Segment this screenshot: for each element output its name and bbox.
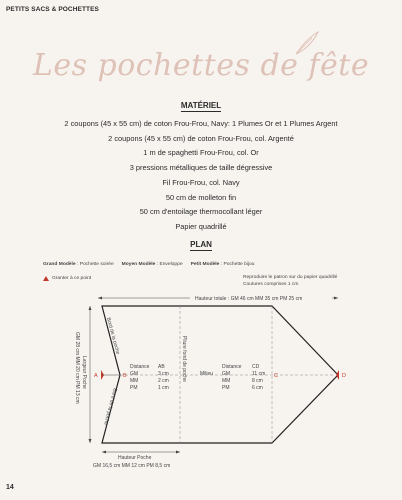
svg-text:MM: MM	[222, 378, 231, 384]
svg-text:2 cm: 2 cm	[158, 378, 169, 384]
svg-text:11 cm: 11 cm	[252, 371, 266, 377]
edge-label-top: Bord de la poche	[105, 316, 121, 356]
svg-text:PM: PM	[222, 385, 230, 391]
pocket-height-label: Hauteur Poche	[118, 455, 152, 461]
pocket-height-values: GM 16,5 cm MM 12 cm PM 8,5 cm	[93, 463, 171, 469]
legend-item: Grand Modèle : Pochette soirée	[43, 262, 114, 267]
point-d-marker	[336, 370, 339, 380]
point-b-label: B	[123, 373, 127, 379]
material-item: Papier quadrillé	[175, 221, 227, 231]
point-c-label: C	[274, 373, 278, 379]
svg-text:1 cm: 1 cm	[158, 385, 169, 391]
distance-cd-label: Distance	[222, 364, 242, 370]
page-title: Les pochettes de fête	[32, 48, 370, 83]
total-height-label: Hauteur totale : GM 46 cm MM 35 cm PM 25 cm	[195, 296, 303, 302]
svg-text:MM: MM	[130, 378, 139, 384]
material-item: 50 cm de molleton fin	[165, 192, 237, 202]
material-item: 3 pressions métalliques de taille dégressive	[129, 163, 273, 173]
material-item: 2 coupons (45 x 55 cm) de coton Frou-Frou, Navy: 1 Plumes Or et 1 Plumes Argent	[64, 119, 338, 128]
legend-item: Moyen Modèle : Enveloppe	[121, 262, 183, 267]
distance-cd-key: CD	[252, 364, 260, 370]
svg-text:6 cm: 6 cm	[252, 385, 263, 391]
materiel-heading: MATÉRIEL	[180, 101, 222, 110]
point-d-label: D	[342, 373, 346, 379]
svg-text:PM: PM	[130, 385, 138, 391]
material-item: 50 cm d'entoilage thermocollant léger	[139, 207, 263, 217]
svg-text:8 cm: 8 cm	[252, 378, 263, 384]
point-a-label: A	[94, 373, 98, 379]
distance-ab-key: AB	[158, 364, 165, 370]
material-item: 2 coupons (45 x 55 cm) de coton Frou-Frou, col. Argenté	[108, 133, 294, 143]
section-header: PETITS SACS & POCHETTES	[6, 6, 99, 13]
svg-text:GM: GM	[222, 371, 231, 377]
marker-note: Granter à ce point	[43, 276, 91, 281]
material-item: Fil Frou-Frou, col. Navy	[162, 177, 240, 187]
distance-ab-label: Distance	[130, 364, 150, 370]
width-label: Largeur Poche	[81, 356, 87, 389]
material-item: 1 m de spaghetti Frou-Frou, col. Or	[143, 148, 259, 158]
edge-label-bottom: Bord de la poche	[102, 387, 118, 426]
reproduce-note: Reproduire le patron sur du papier quadrillé Coutures comprises 1 cm	[243, 275, 338, 287]
page-number: 14	[6, 484, 14, 491]
svg-text:GM: GM	[130, 371, 139, 377]
svg-text:Milieu: Milieu	[200, 371, 214, 377]
width-values: GM 28 cm MM 20 cm PM 13 cm	[74, 332, 80, 404]
legend-item: Petit Modèle : Pochette bijou	[190, 262, 255, 267]
fold-label: Pliure fond de poche	[181, 336, 187, 382]
plan-heading: PLAN	[190, 240, 212, 249]
svg-text:3 cm: 3 cm	[158, 371, 169, 377]
